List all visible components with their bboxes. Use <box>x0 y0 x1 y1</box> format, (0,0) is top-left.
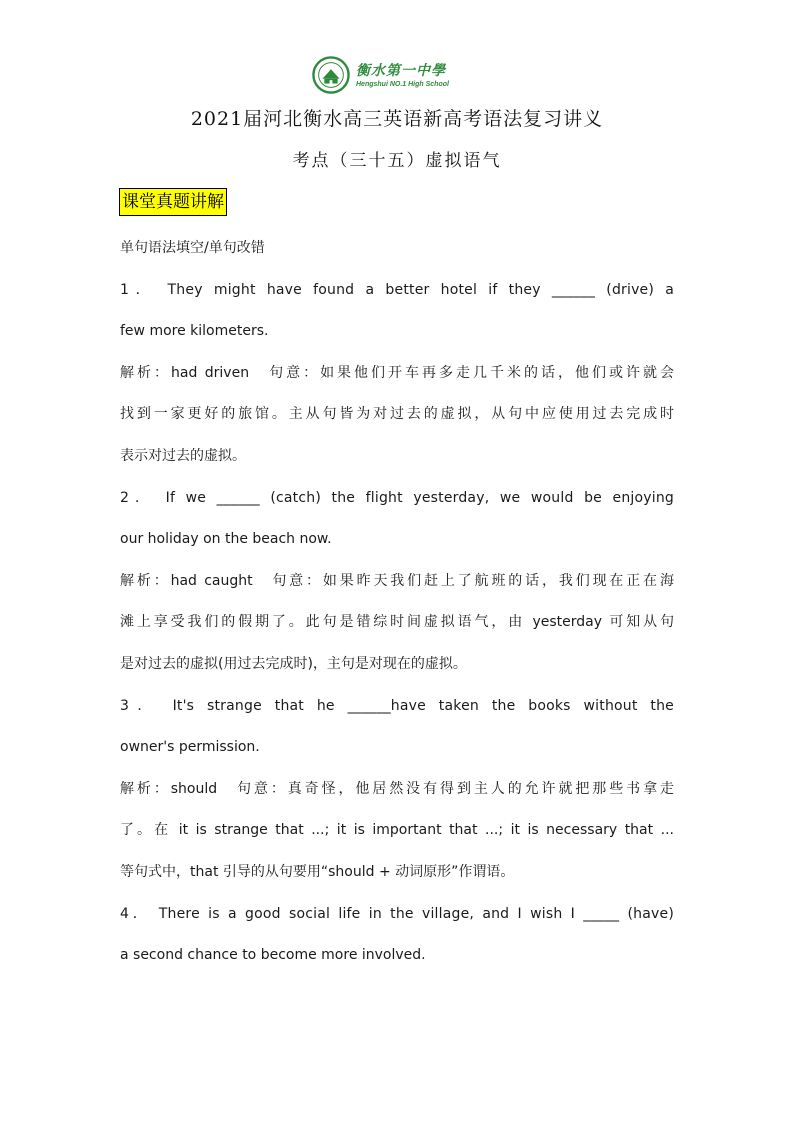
question-4-line-1: 4． There is a good social life in the village, and I wish I _____ (have) <box>120 905 674 922</box>
answer-3-line-2: 了。在 it is strange that ...; it is important that ...; it is necessary that ... <box>120 822 674 839</box>
answer-1-line-2: 找到一家更好的旅馆。主从句皆为对过去的虚拟，从句中应使用过去完成时 <box>120 406 674 423</box>
question-4-line-2: a second chance to become more involved. <box>120 947 426 964</box>
question-3-line-1: 3． It's strange that he ______have taken the books without the <box>120 697 674 714</box>
question-2-line-2: our holiday on the beach now. <box>120 531 332 548</box>
document-body <box>120 228 674 977</box>
logo-school-name-en: Hengshui NO.1 High School <box>356 80 449 88</box>
section-heading: 单句语法填空/单句改错 <box>120 240 265 256</box>
answer-2-line-2: 滩上享受我们的假期了。此句是错综时间虚拟语气，由 yesterday 可知从句 <box>120 614 674 631</box>
answer-1-line-1: 解析：had driven 句意：如果他们开车再多走几千米的话，他们或许就会 <box>120 364 674 381</box>
question-2-line-1: 2． If we ______ (catch) the flight yesterday, we would be enjoying <box>120 489 674 506</box>
question-3-line-2: owner's permission. <box>120 739 260 756</box>
section-tag-highlight: 课堂真题讲解 <box>119 188 227 216</box>
question-1-line-2: few more kilometers. <box>120 323 269 340</box>
answer-3-line-3: 等句式中，that 引导的从句要用“should + 动词原形”作谓语。 <box>120 863 515 880</box>
school-seal-icon <box>312 56 350 94</box>
answer-2-line-1: 解析：had caught 句意：如果昨天我们赶上了航班的话，我们现在正在海 <box>120 572 674 589</box>
page-subtitle: 考点（三十五）虚拟语气 <box>292 151 502 171</box>
answer-2-line-3: 是对过去的虚拟(用过去完成时)，主句是对现在的虚拟。 <box>120 655 467 672</box>
page-title: 2021届河北衡水高三英语新高考语法复习讲义 <box>190 108 604 130</box>
logo-school-name-cn: 衡水第一中學 <box>356 62 446 79</box>
answer-3-line-1: 解析：should 句意：真奇怪，他居然没有得到主人的允许就把那些书拿走 <box>120 780 674 797</box>
question-1-line-1: 1． They might have found a better hotel if they ______ (drive) a <box>120 281 674 298</box>
answer-1-line-3: 表示对过去的虚拟。 <box>120 447 246 464</box>
school-logo <box>312 55 449 95</box>
